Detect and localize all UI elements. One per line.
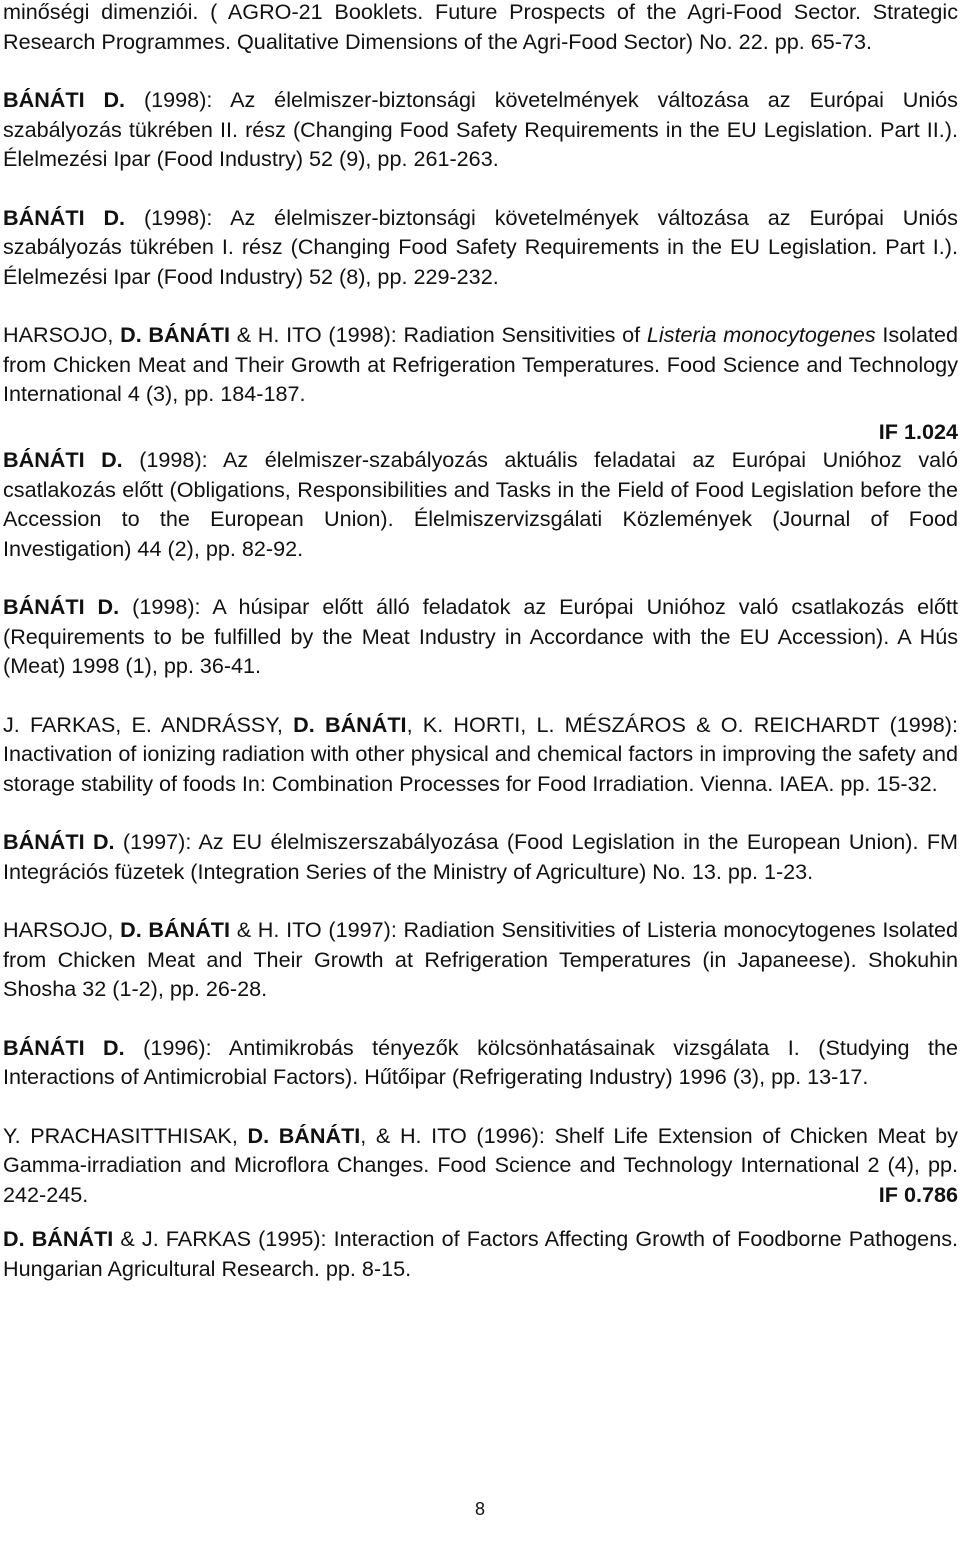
reference-item <box>3 445 958 563</box>
reference-author: BÁNÁTI D. <box>3 1034 125 1060</box>
reference-space <box>25 1226 32 1251</box>
reference-author-bold: BÁNÁTI <box>148 917 230 942</box>
impact-factor: IF 1.024 <box>878 418 958 444</box>
reference-text: (1998): Az élelmiszer-biztonsági követelmények változása az Európai Uniós szabályozás tükrében II. rész (Changing Food Safety Requirements in the EU Legislation. Part II.). Élelmezési Ipar (Food Industry) 52 (9), pp. 261-263. <box>3 87 958 171</box>
reference-text: (1998): Az élelmiszer-biztonsági követelmények változása az Európai Uniós szabályozás tükrében I. rész (Changing Food Safety Requirements in the EU Legislation. Part I.). Élelmezési Ipar (Food Industry) 52 (8), pp. 229-232. <box>3 204 958 289</box>
reference-text: & H. ITO (1997): Radiation Sensitivities of Listeria monocytogenes Isolated from Chicken Meat and Their Growth at Refrigeration Temperatures (in Japaneese). Shokuhin Shosha 32 (1-2), pp. 26-28. <box>3 917 958 1001</box>
reference-author: BÁNÁTI D. <box>3 594 120 619</box>
impact-factor: IF 0.786 <box>878 1181 958 1207</box>
reference-text: & H. ITO (1998): Radiation Sensitivities of <box>229 322 647 347</box>
reference-item <box>3 0 958 56</box>
reference-item <box>3 203 958 292</box>
page-number: 8 <box>474 1499 485 1519</box>
reference-author-bold: D. <box>120 322 142 347</box>
reference-text: , K. HORTI, L. MÉSZÁROS & O. REICHARDT (1998): Inactivation of ionizing radiation with other physical and chemical factors in improving the safety and storage stability of foods In: Combination Processes for Food Irradiation. Vienna. IAEA. pp. 15-32. <box>3 711 958 796</box>
reference-item <box>3 915 958 1004</box>
reference-author-bold: D. <box>247 1122 270 1148</box>
reference-item <box>3 1033 958 1092</box>
reference-item <box>3 592 958 681</box>
reference-list <box>3 0 958 1312</box>
reference-text: (1996): Antimikrobás tényezők kölcsönhatásainak vizsgálata I. (Studying the Interactions of Antimicrobial Factors). Hűtőipar (Refrigerating Industry) 1996 (3), pp. 13-17. <box>3 1034 958 1089</box>
reference-author: BÁNÁTI D. <box>3 447 123 472</box>
reference-authors: HARSOJO, <box>3 322 121 347</box>
reference-item <box>3 827 958 886</box>
reference-author-bold: BÁNÁTI <box>31 1226 114 1251</box>
reference-text: minőségi dimenziói. ( AGRO-21 Booklets. Future Prospects of the Agri-Food Sector. Strategic Research Programmes. Qualitative Dimensions of the Agri-Food Sector) No. 22. pp. 65-73. <box>3 0 958 54</box>
reference-author-bold: D. <box>293 711 315 737</box>
reference-item <box>3 320 958 409</box>
reference-text: (1998): A húsipar előtt álló feladatok az Európai Unióhoz való csatlakozás előtt (Requirements to be fulfilled by the Meat Industry in Accordance with the EU Accession). A Hús (Meat) 1998 (1), pp. 36-41. <box>3 594 958 678</box>
reference-author: BÁNÁTI D. <box>3 87 126 112</box>
reference-text: & J. FARKAS (1995): Interaction of Factors Affecting Growth of Foodborne Pathogens. Hungarian Agricultural Research. pp. 8-15. <box>3 1226 958 1281</box>
reference-space <box>315 712 325 737</box>
reference-author-bold: D. <box>120 917 142 942</box>
reference-species: Listeria monocytogenes <box>646 322 876 347</box>
reference-author-bold: BÁNÁTI <box>148 322 230 347</box>
reference-text: Isolated from Chicken Meat and Their Growth at Refrigeration Temperatures. Food Science and Technology International 4 (3), pp. 184-187. <box>3 322 959 406</box>
reference-item <box>3 1121 958 1210</box>
reference-authors: Y. PRACHASITTHISAK, <box>3 1122 248 1148</box>
reference-text: (1997): Az EU élelmiszerszabályozása (Food Legislation in the European Union). FM Integrációs füzetek (Integration Series of the Ministry of Agriculture) No. 13. pp. 1-23. <box>3 829 958 884</box>
reference-author: BÁNÁTI D. <box>3 204 126 230</box>
reference-space <box>269 1123 279 1148</box>
reference-text: , & H. ITO (1996): Shelf Life Extension of Chicken Meat by Gamma-irradiation and Microflora Changes. Food Science and Technology International 2 (4), pp. 242-245. <box>3 1122 958 1207</box>
reference-authors: J. FARKAS, E. ANDRÁSSY, <box>3 711 294 737</box>
reference-item <box>3 710 958 799</box>
reference-item <box>3 1224 958 1283</box>
reference-authors: HARSOJO, <box>3 917 121 942</box>
reference-item <box>3 85 958 174</box>
reference-author-bold: D. <box>3 1226 25 1251</box>
reference-author: BÁNÁTI D. <box>3 829 115 854</box>
reference-author-bold: BÁNÁTI <box>324 711 407 737</box>
reference-author-bold: BÁNÁTI <box>278 1122 361 1148</box>
reference-text: (1998): Az élelmiszer-szabályozás aktuális feladatai az Európai Unióhoz való csatlakozás előtt (Obligations, Responsibilities and Tasks in the Field of Food Legislation before the Accession to the European Union). Élelmiszervizsgálati Közlemények (Journal of Food Investigation) 44 (2), pp. 82-92. <box>3 447 958 561</box>
